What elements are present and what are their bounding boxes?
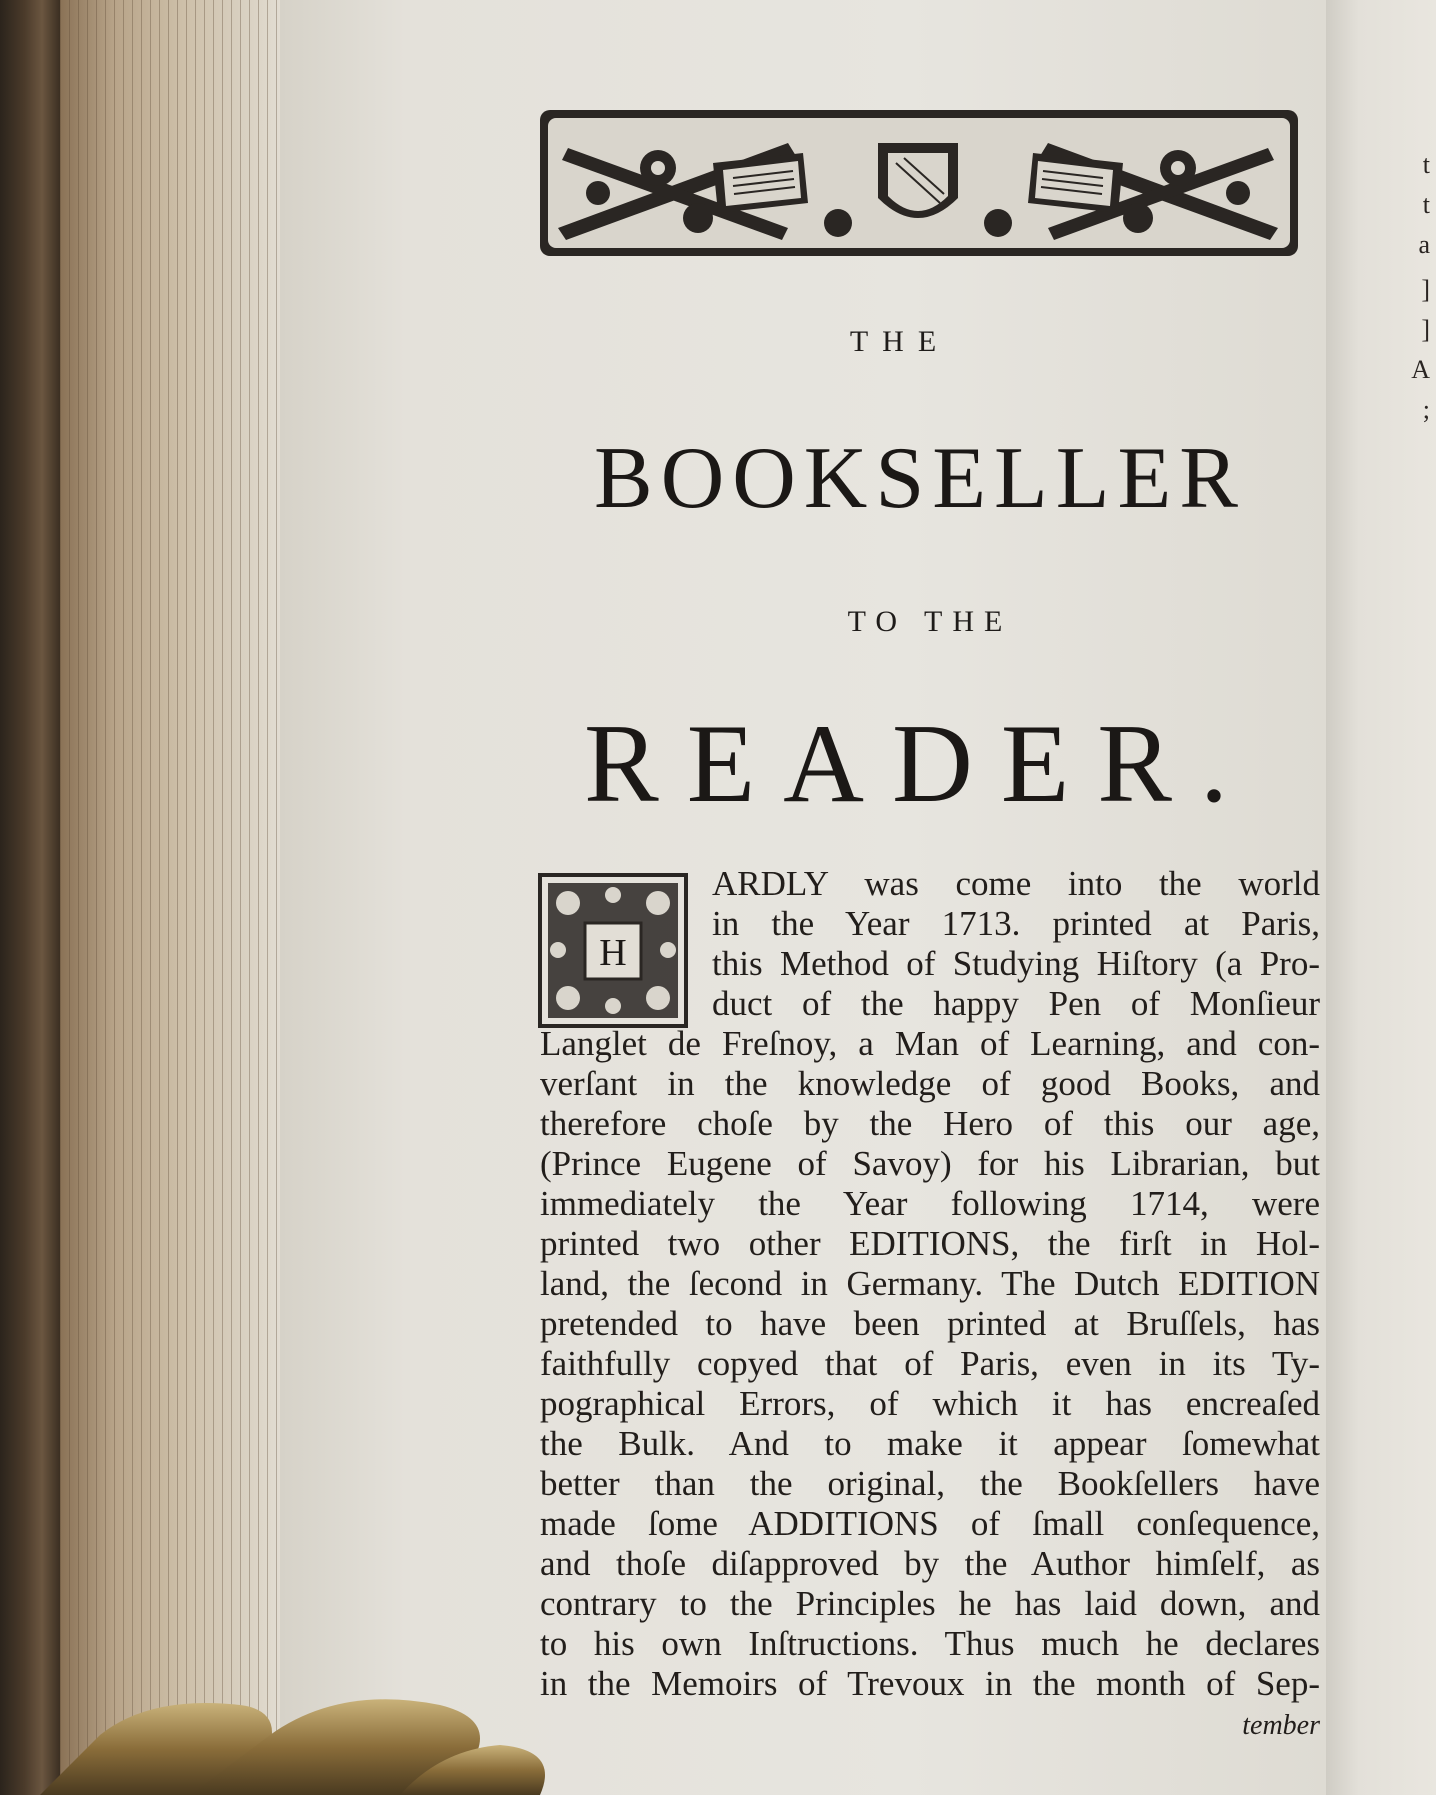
heading-to-the: TO THE — [847, 605, 1013, 638]
text-line: therefore choſe by the Hero of this our age, — [540, 1104, 1320, 1143]
text-line: printed two other EDITIONS, the firſt in Hol- — [540, 1224, 1320, 1263]
text-line: made ſome ADDITIONS of ſmall conſequence, — [540, 1504, 1320, 1543]
heading-bookseller: BOOKSELLER — [594, 430, 1246, 527]
text-line: better than the original, the Bookſellers have — [540, 1464, 1320, 1503]
facing-page-fragment: a — [1418, 230, 1430, 259]
text-line: immediately the Year following 1714, were — [540, 1184, 1320, 1223]
facing-page-fragment: ] — [1421, 275, 1430, 304]
text-line: contrary to the Principles he has laid down, and — [540, 1584, 1320, 1623]
text-line: in the Year 1713. printed at Paris, — [712, 904, 1320, 943]
page-edges — [60, 0, 280, 1795]
facing-page-fragment: t — [1422, 150, 1430, 179]
text-line: ARDLY was come into the world — [712, 864, 1320, 903]
text-line: Langlet de Freſnoy, a Man of Learning, and con- — [540, 1024, 1320, 1063]
decorated-drop-cap — [538, 873, 688, 1028]
text-line: land, the ſecond in Germany. The Dutch EDITION — [540, 1264, 1320, 1303]
heading-reader: READER. — [584, 702, 1256, 826]
facing-page-edge — [1326, 0, 1436, 1795]
text-line: this Method of Studying Hiſtory (a Pro- — [712, 944, 1320, 983]
text-line: verſant in the knowledge of good Books, and — [540, 1064, 1320, 1103]
brass-page-clip — [40, 1665, 560, 1795]
facing-page-fragment: ; — [1422, 395, 1430, 424]
catchword: tember — [1242, 1710, 1320, 1741]
facing-page-fragment: t — [1422, 190, 1430, 219]
book-spine — [0, 0, 60, 1795]
text-line: pographical Errors, of which it has encreaſed — [540, 1384, 1320, 1423]
text-line: to his own Inſtructions. Thus much he declares — [540, 1624, 1320, 1663]
text-line: in the Memoirs of Trevoux in the month of Sep- — [540, 1664, 1320, 1703]
text-line: faithfully copyed that of Paris, even in its Ty- — [540, 1344, 1320, 1383]
text-line: and thoſe diſapproved by the Author himſelf, as — [540, 1544, 1320, 1583]
text-line: pretended to have been printed at Bruſſels, has — [540, 1304, 1320, 1343]
facing-page-fragment: ] — [1421, 315, 1430, 344]
text-line: (Prince Eugene of Savoy) for his Librarian, but — [540, 1144, 1320, 1183]
text-line: duct of the happy Pen of Monſieur — [712, 984, 1320, 1023]
ornamental-headpiece — [538, 108, 1300, 258]
facing-page-fragment: A — [1411, 355, 1430, 384]
text-line: the Bulk. And to make it appear ſomewhat — [540, 1424, 1320, 1463]
drop-cap-letter: H — [599, 932, 627, 974]
heading-the: THE — [849, 325, 951, 358]
